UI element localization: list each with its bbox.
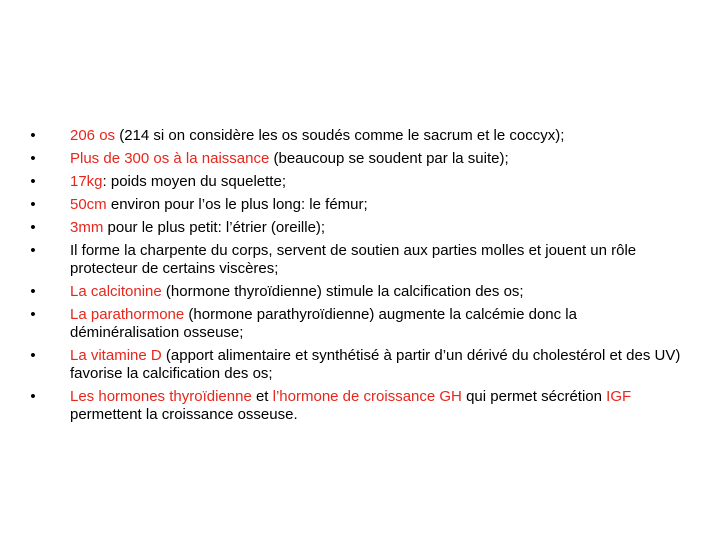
- highlighted-term: 3mm: [70, 219, 104, 236]
- bullet-item: [28, 306, 688, 342]
- bullet-dot-icon: •: [30, 196, 36, 213]
- bullet-text: (apport alimentaire et synthétisé à partir d’un dérivé du cholestérol et des UV) favorise la calcification des os;: [70, 347, 681, 382]
- bullet-dot-icon: •: [30, 388, 36, 405]
- highlighted-term: Plus de 300 os à la naissance: [70, 150, 270, 167]
- bullet-text: Il forme la charpente du corps, servent de soutien aux parties molles et jouent un rôle protecteur de certains viscères;: [70, 242, 637, 277]
- bullet-dot-icon: •: [30, 242, 36, 259]
- bullet-item: [28, 173, 688, 191]
- highlighted-term: l’hormone de croissance GH: [272, 388, 462, 405]
- highlighted-term: 206 os: [70, 127, 116, 144]
- bullet-item: [28, 127, 688, 145]
- bullet-item: [28, 283, 688, 301]
- highlighted-term: 50cm: [70, 196, 107, 213]
- bullet-dot-icon: •: [30, 173, 36, 190]
- bullet-dot-icon: •: [30, 219, 36, 236]
- highlighted-term: La parathormone: [70, 306, 185, 323]
- bullet-dot-icon: •: [30, 306, 36, 323]
- highlighted-term: La calcitonine: [70, 283, 162, 300]
- bullet-item: [28, 150, 688, 168]
- highlighted-term: IGF: [606, 388, 632, 405]
- bullet-text: et: [251, 388, 273, 405]
- bullet-text: (beaucoup se soudent par la suite);: [269, 150, 509, 167]
- bullet-item: [28, 196, 688, 214]
- bullet-dot-icon: •: [30, 127, 36, 144]
- highlighted-term: Les hormones thyroïdienne: [70, 388, 252, 405]
- highlighted-term: 17kg: [70, 173, 103, 190]
- bullet-list: [28, 127, 688, 429]
- bullet-text: qui permet sécrétion: [461, 388, 607, 405]
- bullet-text: : poids moyen du squelette;: [102, 173, 286, 190]
- bullet-dot-icon: •: [30, 150, 36, 167]
- bullet-dot-icon: •: [30, 347, 36, 364]
- bullet-dot-icon: •: [30, 283, 36, 300]
- bullet-item: [28, 388, 688, 424]
- bullet-text: (hormone thyroïdienne) stimule la calcification des os;: [161, 283, 524, 300]
- bullet-text: environ pour l’os le plus long: le fémur;: [106, 196, 368, 213]
- bullet-item: [28, 242, 688, 278]
- bullet-item: [28, 219, 688, 237]
- bullet-text: (hormone parathyroïdienne) augmente la calcémie donc la déminéralisation osseuse;: [70, 306, 577, 341]
- bullet-item: [28, 347, 688, 383]
- bullet-text: pour le plus petit: l’étrier (oreille);: [103, 219, 326, 236]
- highlighted-term: La vitamine D: [70, 347, 162, 364]
- bullet-text: (214 si on considère les os soudés comme le sacrum et le coccyx);: [115, 127, 565, 144]
- bullet-text: permettent la croissance osseuse.: [70, 406, 298, 423]
